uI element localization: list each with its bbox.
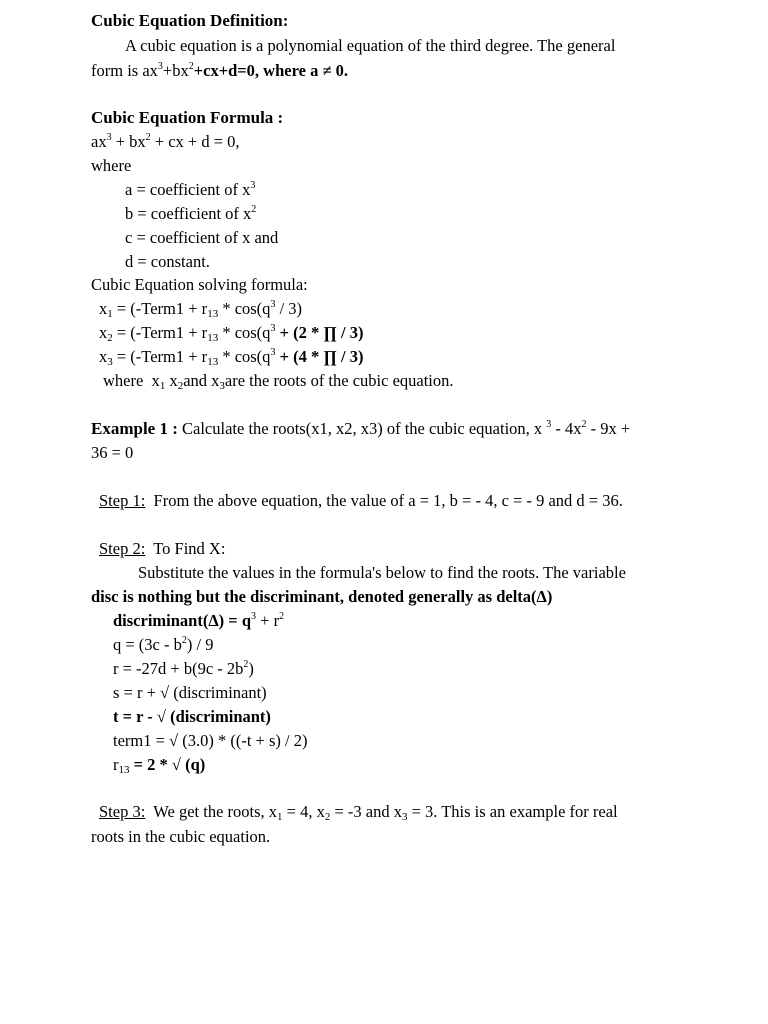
step-3-label: Step 3: <box>99 802 146 821</box>
q-formula: $q = (3c - b^2) / 9$ <box>113 635 214 654</box>
example-question: Example 1 : Calculate the roots(x1, x2, x3) of the cubic equation, x $^3 - 4x^2 - 9x$ + <box>91 419 631 438</box>
root-x3-formula: $x_3$ = (-Term1 + $r_{13} * \cos(q^3 + (4$ * ∏ / 3) <box>99 347 364 368</box>
root-x2-formula: $x_2$ = (-Term1 + $r_{13} * \cos(q^3 + (2$ * ∏ / 3) <box>99 323 364 344</box>
definition-line-1: A cubic equation is a polynomial equation of the third degree. The general <box>125 36 616 55</box>
step-2: Step 2: To Find X: <box>99 539 226 558</box>
definition-line-2: form is $ax^3+bx^2+cx+d=0$, where a ≠ 0. <box>91 61 348 80</box>
step-2-paragraph-2: disc is nothing but the discriminant, denoted generally as delta(Δ) <box>91 587 553 606</box>
solving-formula-title: Cubic Equation solving formula: <box>91 275 308 294</box>
step-1-label: Step 1: <box>99 491 146 510</box>
r13-formula: $r_{13} = 2$ * √ (q) <box>113 755 206 776</box>
coefficient-b: b = coefficient of $x^2$ <box>125 204 257 223</box>
root-x1-formula: $x_1$ = (-Term1 + $r_{13} * \cos(q^3 / 3)$ <box>99 299 303 320</box>
s-formula: s = r + √ (discriminant) <box>113 683 267 702</box>
formula-heading: Cubic Equation Formula : <box>91 108 284 127</box>
general-equation: $ax^3 + bx^2$ + cx + d = 0, <box>91 132 240 151</box>
r-formula: $r = -27d + b(9c - 2b^2)$ <box>113 659 254 678</box>
coefficient-c: c = coefficient of x and <box>125 228 279 247</box>
coefficient-a: a = coefficient of $x^3$ <box>125 180 256 199</box>
definition-heading: Cubic Equation Definition: <box>91 11 289 30</box>
constant-d: d = constant. <box>125 252 210 271</box>
term1-formula: term1 = √ (3.0) * ((-t + s) / 2) <box>113 731 308 750</box>
discriminant-formula: discriminant(Δ) = $q^3 + r^2$ <box>113 611 285 630</box>
where-label: where <box>91 156 132 175</box>
step-2-label: Step 2: <box>99 539 146 558</box>
example-question-line-2: 36 = 0 <box>91 443 134 462</box>
step-1: Step 1: From the above equation, the value of a = 1, b = - 4, c = - 9 and d = 36. <box>99 491 623 510</box>
step-3: Step 3: We get the roots, $x_1 = 4$, $x_2 = -3$ and $x_3 = 3$. This is an example for real <box>99 802 618 823</box>
t-formula: t = r - √ (discriminant) <box>113 707 271 726</box>
step-2-paragraph-1: Substitute the values in the formula's below to find the roots. The variable <box>138 563 626 582</box>
step-3-line-2: roots in the cubic equation. <box>91 827 271 846</box>
roots-description: where $x_1$ $x_2and$ $x_3are$ the roots of the cubic equation. <box>103 371 454 392</box>
